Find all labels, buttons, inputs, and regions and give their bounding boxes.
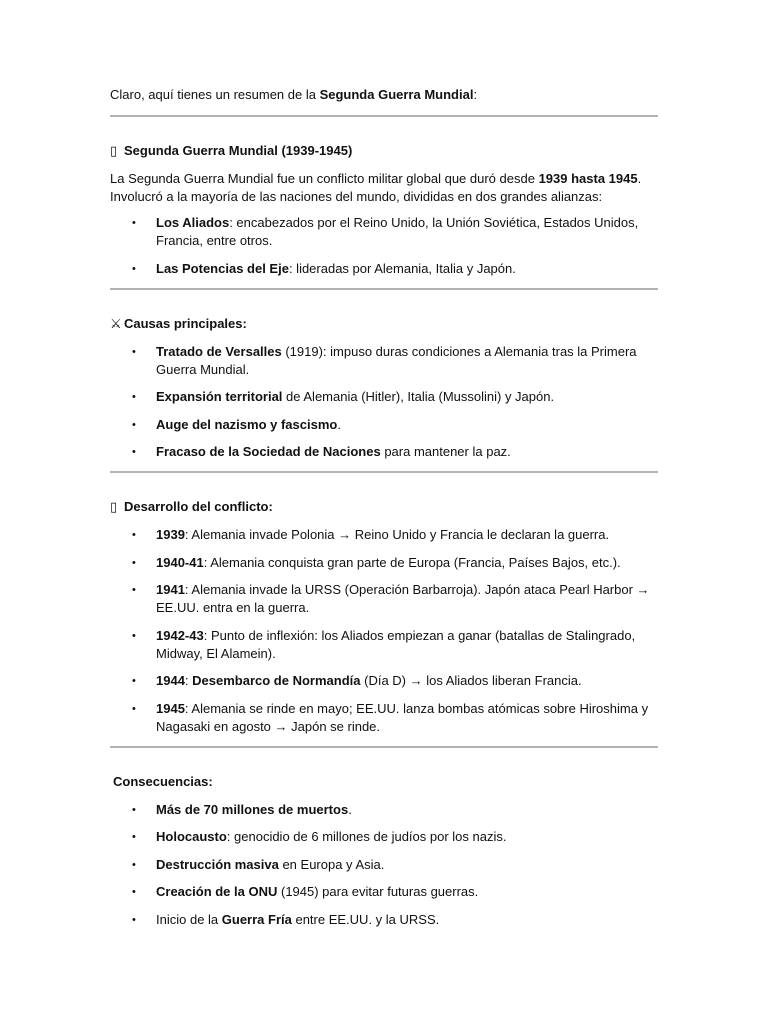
section-title: Causas principales: (124, 315, 247, 331)
list-item (110, 443, 658, 461)
consequences-list (110, 801, 658, 929)
bullet: • (132, 629, 136, 642)
bullet: • (132, 391, 136, 403)
item-bold: Más de 70 millones de muertos (156, 801, 349, 817)
timeline-list (110, 526, 658, 736)
list-item (110, 343, 658, 379)
item-bold: Los Aliados (156, 215, 230, 230)
item-bold: Creación de la ONU (156, 884, 278, 899)
list-item (110, 911, 658, 929)
bullet: • (132, 702, 136, 715)
item-text: en Europa y Asia. (278, 856, 385, 872)
item-text: : lideradas por Alemania, Italia y Japón. (288, 260, 516, 276)
bullet: • (132, 831, 136, 843)
bullet: • (132, 675, 136, 687)
item-text: (1945) para evitar futuras guerras. (277, 884, 479, 899)
item-text: : Alemania invade Polonia → Reino Unido y Francia le declaran la guerra. (184, 527, 610, 542)
crossed-swords-icon: ⚔ (110, 315, 122, 331)
bullet: • (132, 584, 136, 596)
divider (110, 115, 658, 117)
section-title: Segunda Guerra Mundial (1939-1945) (124, 143, 353, 158)
item-text: : Punto de inflexión: los Aliados empiezan a ganar (batallas de Stalingrado, Midway, El Alamein). (156, 627, 636, 661)
section-heading-causes (110, 315, 658, 333)
item-text: (1919): impuso duras condiciones a Alemania tras la Primera Guerra Mundial. (156, 343, 637, 377)
missing-glyph-icon: ▯ (110, 143, 118, 158)
bullet: • (132, 446, 136, 458)
item-text: : Alemania conquista gran parte de Europa (Francia, Países Bajos, etc.). (203, 554, 621, 570)
item-bold: Destrucción masiva (156, 856, 279, 872)
item-text: entre EE.UU. y la URSS. (291, 911, 440, 927)
bullet: • (132, 529, 136, 541)
bullet: • (132, 556, 136, 569)
divider (110, 288, 658, 290)
item-bold: Guerra Fría (221, 911, 292, 927)
item-bold: Fracaso de la Sociedad de Naciones (156, 444, 381, 459)
list-item (110, 581, 658, 617)
list-item (110, 416, 658, 434)
item-bold: Holocausto (156, 829, 227, 844)
paragraph-bold: 1939 hasta 1945 (538, 171, 638, 186)
intro-line (110, 86, 658, 104)
list-item (110, 828, 658, 846)
item-bold: 1940-41 (156, 554, 204, 570)
item-bold: 1945 (156, 700, 185, 716)
list-item (110, 260, 658, 278)
item-text: : genocidio de 6 millones de judíos por los nazis. (226, 829, 507, 844)
divider (110, 471, 658, 473)
bullet: • (132, 858, 136, 871)
list-item (110, 214, 658, 250)
item-text: para mantener la paz. (380, 444, 511, 459)
item-text: de Alemania (Hitler), Italia (Mussolini) y Japón. (282, 389, 555, 404)
bullet: • (132, 418, 136, 431)
divider (110, 746, 658, 748)
bullet: • (132, 886, 136, 898)
item-text: : (184, 673, 193, 688)
section-heading-overview (110, 142, 658, 160)
bullet: • (132, 262, 136, 275)
list-item (110, 801, 658, 819)
bullet: • (132, 803, 136, 816)
item-bold: Auge del nazismo y fascismo (156, 416, 338, 432)
item-text: Inicio de la (156, 911, 222, 927)
paragraph-text: . Involucró a la mayoría de las naciones del mundo, divididas en dos grandes alianzas: (110, 171, 642, 204)
item-bold: Expansión territorial (156, 389, 283, 404)
intro-bold: Segunda Guerra Mundial (319, 87, 474, 102)
section-title: Desarrollo del conflicto: (124, 499, 273, 514)
intro-colon: : (473, 87, 478, 102)
section-heading-consequences (110, 773, 658, 791)
list-item (110, 554, 658, 572)
item-bold: Desembarco de Normandía (192, 673, 361, 688)
causes-list (110, 343, 658, 462)
item-bold: 1944 (156, 673, 185, 688)
intro-text: Claro, aquí tienes un resumen de la (110, 87, 320, 102)
bullet: • (132, 345, 136, 358)
list-item (110, 883, 658, 901)
item-bold: Tratado de Versalles (156, 343, 282, 359)
section-heading-development (110, 498, 658, 516)
alliances-list (110, 214, 658, 278)
list-item (110, 672, 658, 690)
overview-paragraph (110, 170, 658, 206)
list-item (110, 856, 658, 874)
item-bold: 1942-43 (156, 627, 204, 643)
list-item (110, 627, 658, 663)
item-text: : Alemania se rinde en mayo; EE.UU. lanza bombas atómicas sobre Hiroshima y Nagasaki en agosto → Japón se rinde. (156, 700, 649, 734)
paragraph-text: La Segunda Guerra Mundial fue un conflicto militar global que duró desde (110, 171, 539, 186)
item-text: (Día D) → los Aliados liberan Francia. (360, 673, 582, 688)
list-item (110, 526, 658, 544)
document-content (110, 86, 658, 929)
bullet: • (132, 913, 136, 926)
list-item (110, 700, 658, 736)
missing-glyph-icon: ▯ (110, 499, 118, 514)
item-text: . (348, 801, 352, 817)
item-bold: 1939 (156, 527, 185, 542)
item-text: : encabezados por el Reino Unido, la Unión Soviética, Estados Unidos, Francia, entre otros. (156, 215, 639, 248)
item-bold: 1941 (156, 582, 185, 597)
item-text: : Alemania invade la URSS (Operación Barbarroja). Japón ataca Pearl Harbor → EE.UU. entra en la guerra. (156, 582, 650, 615)
item-text: . (337, 416, 341, 432)
section-title: Consecuencias: (113, 773, 213, 789)
list-item (110, 388, 658, 406)
bullet: • (132, 217, 136, 229)
item-bold: Las Potencias del Eje (156, 260, 289, 276)
